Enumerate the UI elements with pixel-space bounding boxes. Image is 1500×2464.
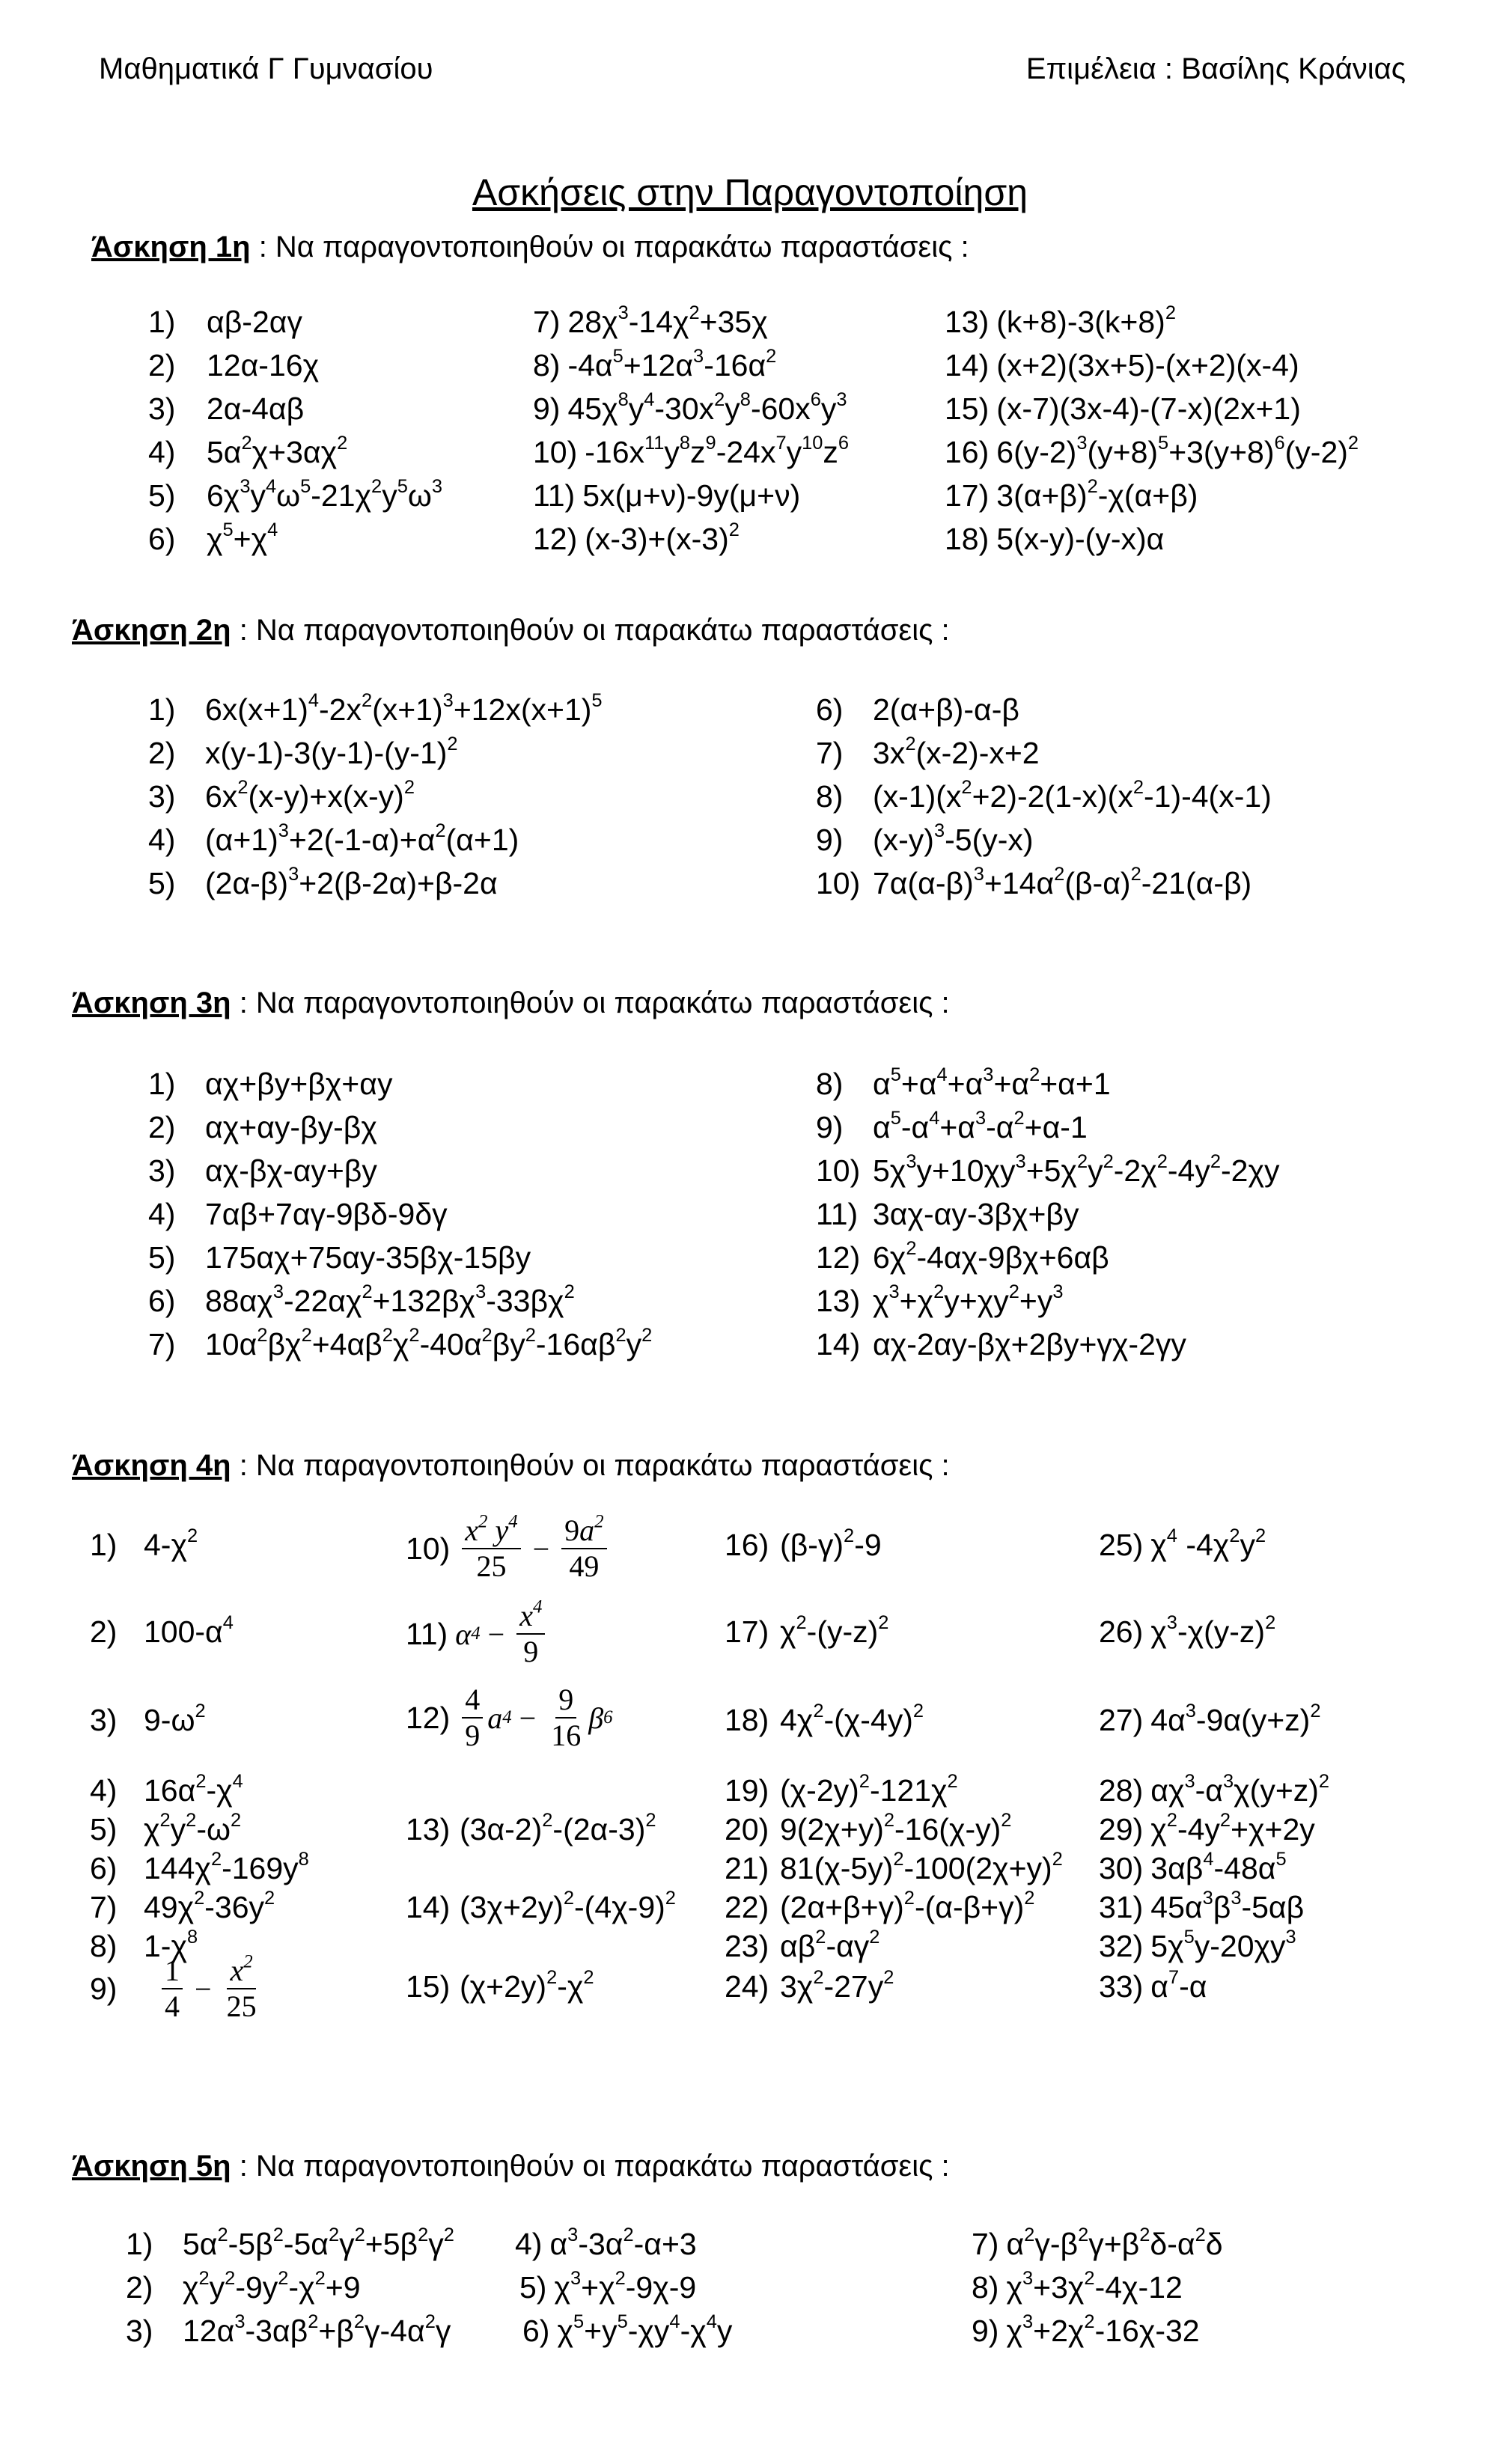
item-number: 8)	[972, 2270, 999, 2305]
item-expression: $(k+8)-3(k+8)^2$	[996, 302, 1176, 339]
exercise-3-item-13	[816, 1281, 1064, 1318]
exercise-4-item-6	[90, 1849, 309, 1885]
exercise-3-item-14	[816, 1329, 1186, 1360]
item-expression: $\alpha^5+\alpha^4+\alpha^3+\alpha^2+\alpha+1$	[873, 1064, 1111, 1101]
exercise-4-item-5	[90, 1810, 242, 1847]
item-number: 5)	[148, 1240, 176, 1275]
exercise-2-item-1	[148, 690, 603, 727]
exercise-4-item-18	[725, 1701, 924, 1737]
item-number: 9)	[972, 2314, 999, 2348]
page-title: Ασκήσεις στην Παραγοντοποίηση	[472, 171, 1028, 213]
item-expression: $4\alpha^3-9\alpha(y+z)^2$	[1150, 1701, 1321, 1737]
exercise-3-item-1	[148, 1069, 392, 1100]
exercise-4-item-13	[406, 1810, 656, 1847]
item-number: 32)	[1099, 1929, 1144, 1963]
item-number: 2)	[148, 1110, 176, 1144]
item-number: 2)	[148, 736, 176, 770]
item-expression: $3(\alpha+\beta)^2-\chi(\alpha+\beta)$	[996, 476, 1198, 513]
item-number: 2)	[90, 1614, 118, 1649]
item-expression: $49\chi^2-36y^2$	[144, 1888, 275, 1924]
item-number: 11)	[533, 478, 576, 513]
exercise-5-item-3	[126, 2311, 451, 2348]
item-number: 2)	[148, 348, 176, 382]
exercise-3-item-2	[148, 1112, 377, 1143]
item-expression: $9(2\chi+y)^2-16(\chi-y)^2$	[780, 1810, 1012, 1847]
item-number: 6)	[816, 692, 844, 727]
exercise-4-item-17	[725, 1612, 889, 1649]
exercise-2-item-6	[816, 692, 1019, 727]
exercise-1-item-7	[533, 302, 768, 339]
item-number: 16)	[725, 1528, 769, 1562]
exercise-1-item-12	[533, 519, 740, 556]
item-number: 7)	[533, 305, 561, 339]
exercise-1-item-8	[533, 346, 777, 382]
header-right: Επιμέλεια : Βασίλης Κράνιας	[1025, 52, 1406, 85]
item-expression: $\alpha^7-\alpha$	[1150, 1967, 1207, 2004]
item-expression: $5\alpha^2-5\beta^2-5\alpha^2\gamma^2+5\beta^2\gamma^2$	[183, 2224, 454, 2261]
exercise-2-item-10	[816, 864, 1252, 900]
item-number: 7)	[972, 2227, 999, 2261]
item-expression: $(3\alpha-2)^2-(2\alpha-3)^2$	[460, 1810, 656, 1847]
item-number: 10)	[816, 1153, 861, 1188]
item-expression: $\chi^5+\chi^4$	[207, 519, 278, 556]
item-number: 5)	[519, 2270, 547, 2305]
item-number: 27)	[1099, 1703, 1144, 1737]
item-number: 7)	[816, 736, 844, 770]
exercise-4-item-31	[1099, 1888, 1305, 1924]
item-number: 11)	[406, 1616, 448, 1651]
item-expression: $16\alpha^2-\chi^4$	[144, 1771, 243, 1808]
exercise-1-item-13	[945, 302, 1176, 339]
exercise-3-item-8	[816, 1064, 1111, 1101]
item-number: 9)	[816, 1110, 844, 1144]
item-expression: $(2\alpha-\beta)^3+2(\beta-2\alpha)+\beta-2\alpha$	[205, 864, 498, 900]
item-expression: $\alpha^5-\alpha^4+\alpha^3-\alpha^2+\alpha-1$	[873, 1108, 1088, 1144]
exercise-4-item-23	[725, 1927, 880, 1963]
exercise-2-item-9	[816, 820, 1034, 857]
item-number: 6)	[148, 1284, 176, 1318]
item-number: 4)	[148, 435, 176, 469]
item-expression: $\chi^2-(y-z)^2$	[780, 1612, 889, 1649]
item-number: 9)	[90, 1971, 118, 2006]
item-number: 1)	[148, 305, 176, 339]
header-left: Μαθηματικά Γ Γυμνασίου	[99, 52, 433, 85]
item-number: 4)	[148, 823, 176, 857]
exercise-4-item-12	[406, 1683, 613, 1753]
exercise-4-item-20	[725, 1810, 1012, 1847]
exercise-1-label: Άσκηση 1η	[91, 231, 251, 263]
item-expression: $\chi^3+3\chi^2-4\chi-12$	[1006, 2268, 1183, 2305]
item-expression: $6\chi^3y^4\omega^5-21\chi^2y^5\omega^3$	[207, 476, 442, 513]
item-expression: $\alpha\beta^2-\alpha\gamma^2$	[780, 1927, 880, 1963]
item-number: 10)	[406, 1531, 451, 1566]
item-number: 8)	[90, 1929, 118, 1963]
exercise-1-item-5	[148, 476, 442, 513]
item-number: 2)	[126, 2270, 153, 2305]
exercise-4-item-2	[90, 1612, 234, 1649]
item-number: 23)	[725, 1929, 769, 1963]
exercise-4-item-28	[1099, 1771, 1330, 1808]
item-number: 21)	[725, 1851, 769, 1885]
item-expression: 2α-4αβ	[207, 391, 305, 426]
item-number: 8)	[816, 779, 844, 814]
item-expression: $(x-y)^3-5(y-x)$	[873, 820, 1034, 857]
exercise-2-instruction: : Να παραγοντοποιηθούν οι παρακάτω παραστάσεις :	[231, 614, 950, 647]
exercise-1-item-6	[148, 519, 278, 556]
item-number: 14)	[816, 1327, 861, 1361]
item-expression: $4\chi^2-(\chi-4y)^2$	[780, 1701, 924, 1737]
exercise-4-item-4	[90, 1771, 243, 1808]
item-expression: $-16x^{11}y^8z^9-24x^7y^{10}z^6$	[585, 433, 849, 469]
exercise-1-item-15	[945, 391, 1301, 426]
item-expression: $5\chi^3y+10\chi y^3+5\chi^2y^2-2\chi^2-4y^2-2\chi y$	[873, 1151, 1280, 1188]
item-expression: 12α-16χ	[207, 348, 320, 382]
item-expression: αχ-2αy-βχ+2βy+γχ-2γy	[873, 1327, 1186, 1361]
item-expression: $6x^2(x-y)+x(x-y)^2$	[205, 777, 415, 814]
exercise-3-heading	[72, 986, 950, 1020]
item-number: 9)	[533, 391, 561, 426]
item-number: 5)	[148, 866, 176, 900]
exercise-4-item-19	[725, 1771, 958, 1808]
item-expression: $\chi^3+2\chi^2-16\chi-32$	[1006, 2311, 1200, 2348]
item-expression: $\alpha\chi^3-\alpha^3\chi(y+z)^2$	[1150, 1771, 1330, 1808]
item-expression: $45\chi^8y^4-30x^2y^8-60x^6y^3$	[567, 389, 847, 426]
item-expression: αχ+βy+βχ+αy	[205, 1067, 393, 1101]
item-number: 17)	[945, 478, 990, 513]
exercise-4-item-22	[725, 1888, 1035, 1924]
item-expression: 5x(μ+ν)-9y(μ+ν)	[582, 478, 801, 513]
item-number: 10)	[816, 866, 861, 900]
exercise-1-heading	[91, 231, 969, 264]
exercise-1-item-9	[533, 389, 847, 426]
exercise-2-item-3	[148, 777, 415, 814]
item-expression: $28\chi^3-14\chi^2+35\chi$	[567, 302, 768, 339]
item-number: 4)	[90, 1773, 118, 1808]
item-expression: 5(x-y)-(y-x)α	[996, 522, 1165, 556]
item-expression: $(2\alpha+\beta+\gamma)^2-(\alpha-\beta+\gamma)^2$	[780, 1888, 1035, 1924]
exercise-5-item-2	[126, 2268, 361, 2305]
exercise-3-instruction: : Να παραγοντοποιηθούν οι παρακάτω παραστάσεις :	[231, 986, 950, 1019]
item-expression: $-4\alpha^5+12\alpha^3-16\alpha^2$	[567, 346, 777, 382]
exercise-4-item-32	[1099, 1927, 1296, 1963]
exercise-3-item-10	[816, 1151, 1280, 1188]
item-expression: $\chi^4$ $-4\chi^2y^2$	[1150, 1525, 1266, 1562]
exercise-1-item-11	[533, 478, 801, 513]
item-number: 7)	[148, 1327, 176, 1361]
item-expression: $3\alpha\beta^4-48\alpha^5$	[1150, 1849, 1287, 1885]
item-number: 33)	[1099, 1969, 1144, 2004]
exercise-2-item-5	[148, 864, 498, 900]
item-number: 3)	[148, 779, 176, 814]
item-expression: αχ+αy-βy-βχ	[205, 1110, 377, 1144]
item-expression: 3αχ-αy-3βχ+βy	[873, 1197, 1079, 1231]
item-number: 18)	[945, 522, 990, 556]
item-expression: $(3\chi+2y)^2-(4\chi-9)^2$	[460, 1888, 676, 1924]
exercise-4-item-14	[406, 1888, 676, 1924]
item-expression: $6(y-2)^3(y+8)^5+3(y+8)^6(y-2)^2$	[996, 433, 1359, 469]
exercise-4-item-1	[90, 1525, 198, 1562]
item-expression: $x(y-1)-3(y-1)-(y-1)^2$	[205, 734, 458, 770]
item-expression: 1 4 − $\frac{x^2}{25}$	[157, 1954, 264, 2024]
exercise-2-label: Άσκηση 2η	[72, 614, 231, 647]
exercise-5-item-6	[522, 2311, 733, 2348]
exercise-4-item-11	[406, 1599, 549, 1669]
item-expression: $\chi^2y^2-\omega^2$	[144, 1810, 242, 1847]
item-number: 4)	[148, 1197, 176, 1231]
exercise-4-item-21	[725, 1849, 1063, 1885]
item-number: 13)	[945, 305, 990, 339]
item-expression: (x+2)(3x+5)-(x+2)(x-4)	[996, 348, 1299, 382]
item-number: 13)	[816, 1284, 861, 1318]
item-expression: $1-\chi^8$	[144, 1927, 198, 1963]
item-number: 24)	[725, 1969, 769, 2004]
exercise-3-item-3	[148, 1153, 377, 1188]
exercise-4-item-26	[1099, 1612, 1276, 1649]
item-expression: αβ-2αγ	[207, 305, 302, 339]
item-number: 1)	[148, 1067, 176, 1101]
item-expression: $5\chi^5y-20\chi y^3$	[1150, 1927, 1296, 1963]
item-number: 25)	[1099, 1528, 1144, 1562]
item-expression: $\chi^3+\chi^2-9\chi-9$	[554, 2268, 697, 2305]
item-expression: $9-\omega^2$	[144, 1701, 206, 1737]
item-expression: $3\chi^2-27y^2$	[780, 1967, 894, 2004]
item-number: 22)	[725, 1890, 769, 1924]
item-number: 15)	[406, 1969, 451, 2004]
item-expression: $(\beta-\gamma)^2-9$	[780, 1525, 882, 1562]
item-number: 20)	[725, 1812, 769, 1847]
item-expression: $45\alpha^3\beta^3-5\alpha\beta$	[1150, 1888, 1305, 1924]
exercise-1-item-14	[945, 350, 1299, 381]
item-number: 12)	[406, 1700, 451, 1735]
item-expression: $(\alpha+1)^3+2(-1-\alpha)+\alpha^2(\alpha+1)$	[205, 820, 519, 857]
exercise-1-item-16	[945, 433, 1359, 469]
item-expression: (x-7)(3x-4)-(7-x)(2x+1)	[996, 391, 1301, 426]
item-expression: $\chi^2y^2-9y^2-\chi^2+9$	[183, 2268, 361, 2305]
item-expression: $(\chi-2y)^2-121\chi^2$	[780, 1771, 958, 1808]
item-expression: $6x(x+1)^4-2x^2(x+1)^3+12x(x+1)^5$	[205, 690, 603, 727]
item-number: 4)	[515, 2227, 543, 2261]
item-expression: $\chi^3-\chi(y-z)^2$	[1150, 1612, 1276, 1649]
exercise-4-instruction: : Να παραγοντοποιηθούν οι παρακάτω παραστάσεις :	[231, 1449, 950, 1482]
item-expression: $\chi^5+y^5-\chi y^4-\chi^4y$	[557, 2311, 733, 2348]
item-number: 14)	[406, 1890, 451, 1924]
exercise-3-item-11	[816, 1199, 1079, 1230]
item-number: 26)	[1099, 1614, 1144, 1649]
exercise-3-item-5	[148, 1242, 531, 1273]
item-number: 3)	[148, 1153, 176, 1188]
item-number: 16)	[945, 435, 990, 469]
item-expression: $x^2$ $y^4$ 25 − $\frac{9a^2}{49}$	[457, 1513, 611, 1584]
exercise-4-item-24	[725, 1967, 894, 2004]
item-number: 13)	[406, 1812, 451, 1847]
item-expression: $(x-3)+(x-3)^2$	[585, 519, 740, 556]
exercise-2-item-7	[816, 734, 1040, 770]
item-expression: $88\alpha\chi^3-22\alpha\chi^2+132\beta\chi^3-33\beta\chi^2$	[205, 1281, 575, 1318]
item-number: 9)	[816, 823, 844, 857]
exercise-4-item-15	[406, 1967, 594, 2004]
exercise-3-item-7	[148, 1325, 653, 1361]
exercise-3-item-9	[816, 1108, 1088, 1144]
item-expression: 175αχ+75αy-35βχ-15βy	[205, 1240, 531, 1275]
exercise-4-item-7	[90, 1888, 275, 1924]
exercise-3-item-6	[148, 1281, 575, 1318]
item-number: 8)	[816, 1067, 844, 1101]
item-expression: $\chi^3+\chi^2y+\chi y^2+y^3$	[873, 1281, 1064, 1318]
item-number: 5)	[90, 1812, 118, 1847]
item-expression: $5\alpha^2\chi+3\alpha\chi^2$	[207, 433, 348, 469]
item-expression: $100-\alpha^4$	[144, 1612, 234, 1649]
exercise-4-label: Άσκηση 4η	[72, 1449, 231, 1482]
item-number: 15)	[945, 391, 990, 426]
exercise-1-item-18	[945, 524, 1164, 555]
exercise-4-item-9	[90, 1951, 264, 2024]
exercise-4-item-25	[1099, 1525, 1266, 1562]
exercise-2-item-2	[148, 734, 458, 770]
exercise-1-item-2	[148, 350, 319, 381]
item-expression: $\alpha^2\gamma-\beta^2\gamma+\beta^2\delta-\alpha^2\delta$	[1006, 2224, 1223, 2261]
item-number: 8)	[533, 348, 561, 382]
item-number: 19)	[725, 1773, 769, 1808]
item-number: 11)	[816, 1197, 859, 1231]
item-expression: $\chi^2-4y^2+\chi+2y$	[1150, 1810, 1315, 1847]
exercise-5-item-9	[972, 2311, 1200, 2348]
exercise-1-item-4	[148, 433, 348, 469]
exercise-1-item-1	[148, 307, 302, 338]
item-expression: αχ-βχ-αy+βy	[205, 1153, 377, 1188]
exercise-4-item-29	[1099, 1810, 1315, 1847]
item-expression: $12\alpha^3-3\alpha\beta^2+\beta^2\gamma-4\alpha^2\gamma$	[183, 2311, 451, 2348]
item-expression: α 4 − $\frac{x^4}{9}$	[455, 1599, 549, 1669]
exercise-5-item-1	[126, 2224, 454, 2261]
exercise-3-label: Άσκηση 3η	[72, 986, 231, 1019]
exercise-5-item-8	[972, 2268, 1183, 2305]
item-number: 17)	[725, 1614, 769, 1649]
item-number: 3)	[148, 391, 176, 426]
exercise-1-item-3	[148, 391, 305, 426]
exercise-2-item-4	[148, 820, 519, 857]
item-expression: $10\alpha^2\beta\chi^2+4\alpha\beta^2\chi^2-40\alpha^2\beta y^2-16\alpha\beta^2y^2$	[205, 1325, 653, 1361]
item-number: 7)	[90, 1890, 118, 1924]
item-expression: $4-\chi^2$	[144, 1525, 198, 1562]
exercise-1-item-17	[945, 476, 1198, 513]
exercise-5-heading	[72, 2150, 950, 2183]
item-expression: $81(\chi-5y)^2-100(2\chi+y)^2$	[780, 1849, 1063, 1885]
item-number: 30)	[1099, 1851, 1144, 1885]
item-number: 12)	[533, 522, 578, 556]
exercise-4-heading	[72, 1449, 950, 1483]
item-number: 1)	[126, 2227, 153, 2261]
exercise-4-item-27	[1099, 1701, 1321, 1737]
item-number: 5)	[148, 478, 176, 513]
item-number: 6)	[148, 522, 176, 556]
item-number: 31)	[1099, 1890, 1144, 1924]
item-expression: 2(α+β)-α-β	[873, 692, 1019, 727]
item-number: 1)	[90, 1528, 118, 1562]
item-expression: $7\alpha(\alpha-\beta)^3+14\alpha^2(\beta-\alpha)^2-21(\alpha-\beta)$	[873, 864, 1252, 900]
item-number: 29)	[1099, 1812, 1144, 1847]
exercise-5-instruction: : Να παραγοντοποιηθούν οι παρακάτω παραστάσεις :	[231, 2150, 950, 2183]
exercise-2-heading	[72, 614, 950, 647]
item-number: 6)	[522, 2314, 550, 2348]
exercise-5-item-7	[972, 2224, 1223, 2261]
exercise-2-item-8	[816, 777, 1272, 814]
item-expression: $\alpha^3-3\alpha^2-\alpha+3$	[549, 2224, 697, 2261]
item-expression: $3x^2(x-2)-x+2$	[873, 734, 1040, 770]
item-number: 10)	[533, 435, 578, 469]
item-expression: $(x-1)(x^2+2)-2(1-x)(x^2-1)-4(x-1)$	[873, 777, 1272, 814]
exercise-4-item-33	[1099, 1967, 1207, 2004]
item-number: 18)	[725, 1703, 769, 1737]
item-number: 14)	[945, 348, 990, 382]
exercise-5-item-5	[519, 2268, 697, 2305]
exercise-4-item-10	[406, 1513, 612, 1584]
exercise-4-item-16	[725, 1525, 882, 1562]
exercise-4-item-3	[90, 1701, 206, 1737]
exercise-1-item-10	[533, 433, 849, 469]
item-expression: 7αβ+7αγ-9βδ-9δγ	[205, 1197, 448, 1231]
item-expression: $6\chi^2-4\alpha\chi-9\beta\chi+6\alpha\beta$	[873, 1238, 1109, 1275]
exercise-5-label: Άσκηση 5η	[72, 2150, 231, 2183]
item-number: 12)	[816, 1240, 861, 1275]
item-expression: $(\chi+2y)^2-\chi^2$	[460, 1967, 594, 2004]
exercise-4-item-30	[1099, 1849, 1287, 1885]
exercise-1-instruction: : Να παραγοντοποιηθούν οι παρακάτω παραστάσεις :	[250, 231, 969, 263]
item-number: 28)	[1099, 1773, 1144, 1808]
item-number: 3)	[90, 1703, 118, 1737]
item-expression: 4 9 a 4 − $\frac{9}{16}$ β 6	[457, 1683, 612, 1753]
exercise-3-item-12	[816, 1238, 1109, 1275]
exercise-3-item-4	[148, 1199, 448, 1230]
item-number: 6)	[90, 1851, 118, 1885]
item-number: 1)	[148, 692, 176, 727]
exercise-5-item-4	[515, 2224, 697, 2261]
item-number: 3)	[126, 2314, 153, 2348]
item-expression: $144\chi^2-169y^8$	[144, 1849, 309, 1885]
